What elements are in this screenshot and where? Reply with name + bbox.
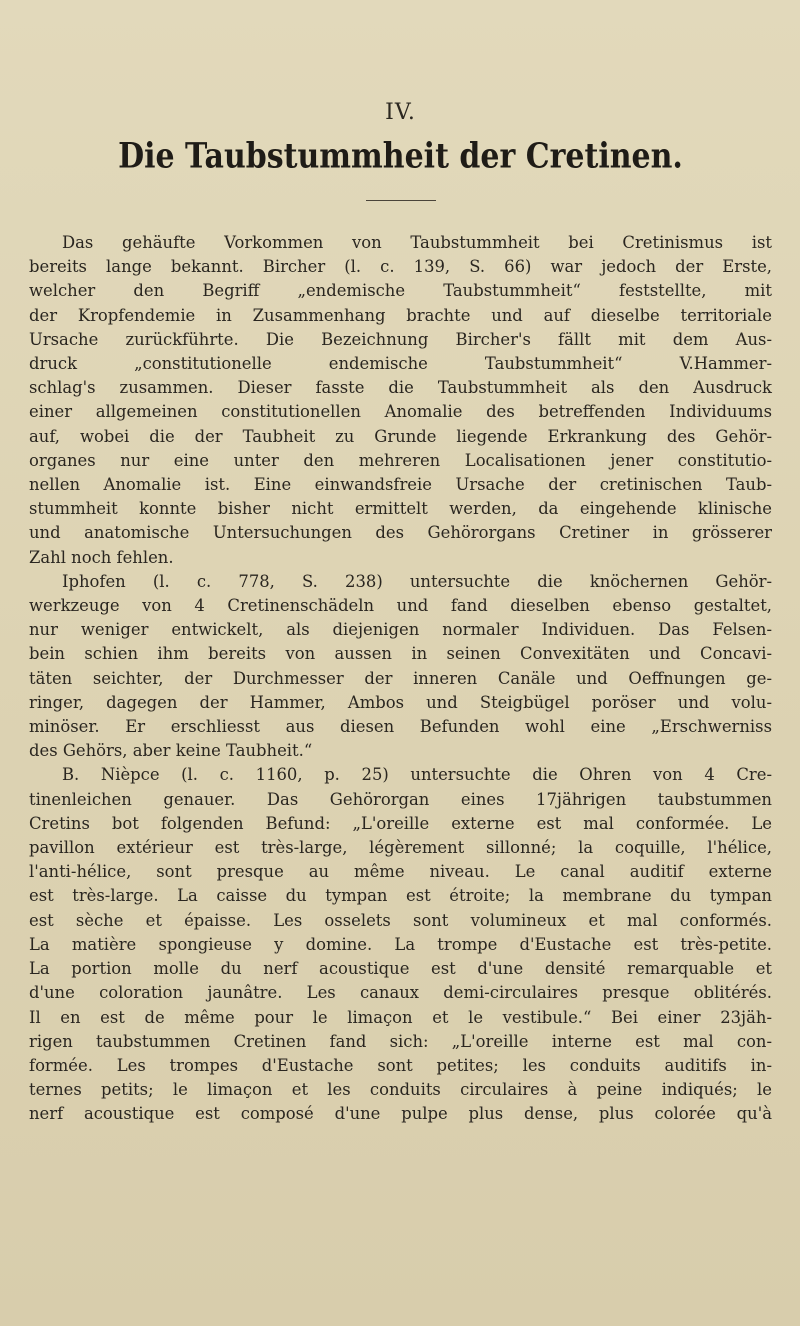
text-line: l'anti-hélice, sont presque au même niveau. Le canal auditif externe: [29, 862, 772, 882]
text-line: täten seichter, der Durchmesser der inneren Canäle und Oeffnungen ge-: [29, 668, 772, 688]
text-line: Cretins bot folgenden Befund: „L'oreille externe est mal conformée. Le: [29, 813, 772, 833]
text-line: einer allgemeinen constitutionellen Anomalie des betreffenden Individuums: [29, 402, 772, 422]
text-line: Ursache zurückführte. Die Bezeichnung Bircher's fällt mit dem Aus-: [29, 329, 772, 349]
paragraph-1: [29, 231, 772, 570]
text-line: d'une coloration jaunâtre. Les canaux demi-circulaires presque oblitérés.: [29, 983, 772, 1003]
text-line: bein schien ihm bereits von aussen in seinen Convexitäten und Concavi-: [29, 644, 772, 664]
text-line: werkzeuge von 4 Cretinenschädeln und fand dieselben ebenso gestaltet,: [29, 596, 772, 616]
text-line: des Gehörs, aber keine Taubheit.“: [29, 741, 313, 761]
text-line: welcher den Begriff „endemische Taubstummheit“ feststellte, mit: [29, 281, 772, 301]
text-line: auf, wobei die der Taubheit zu Grunde liegende Erkrankung des Gehör-: [29, 426, 772, 446]
title-divider: [366, 200, 436, 201]
text-line: Il en est de même pour le limaçon et le vestibule.“ Bei einer 23jäh-: [29, 1007, 772, 1027]
text-line: ringer, dagegen der Hammer, Ambos und Steigbügel poröser und volu-: [29, 692, 772, 712]
text-line: und anatomische Untersuchungen des Gehörorgans Cretiner in grösserer: [29, 523, 772, 543]
text-line: druck „constitutionelle endemische Taubstummheit“ V.Hammer-: [29, 354, 772, 374]
chapter-number: IV.: [385, 100, 416, 125]
text-line: Zahl noch fehlen.: [29, 547, 174, 567]
text-line: pavillon extérieur est très-large, légèrement sillonné; la coquille, l'hélice,: [29, 838, 772, 858]
paragraph-2: [29, 570, 772, 764]
chapter-title: Die Taubstummheit der Cretinen.: [118, 136, 683, 177]
text-line: bereits lange bekannt. Bircher (l. c. 139, S. 66) war jedoch der Erste,: [29, 257, 772, 277]
text-line: tinenleichen genauer. Das Gehörorgan eines 17jährigen taubstummen: [29, 789, 772, 809]
text-line: La matière spongieuse y domine. La trompe d'Eustache est très-petite.: [29, 934, 772, 954]
body-text: [29, 231, 772, 1127]
text-line: est très-large. La caisse du tympan est étroite; la membrane du tympan: [29, 886, 772, 906]
text-line: rigen taubstummen Cretinen fand sich: „L'oreille interne est mal con-: [29, 1031, 772, 1051]
text-line: formée. Les trompes d'Eustache sont petites; les conduits auditifs in-: [29, 1055, 772, 1075]
text-line: B. Nièpce (l. c. 1160, p. 25) untersuchte die Ohren von 4 Cre-: [62, 765, 772, 785]
text-line: stummheit konnte bisher nicht ermittelt werden, da eingehende klinische: [29, 499, 772, 519]
text-line: Das gehäufte Vorkommen von Taubstummheit bei Cretinismus ist: [62, 233, 772, 252]
text-line: schlag's zusammen. Dieser fasste die Taubstummheit als den Ausdruck: [29, 378, 772, 398]
text-line: nellen Anomalie ist. Eine einwandsfreie Ursache der cretinischen Taub-: [29, 475, 772, 495]
text-line: La portion molle du nerf acoustique est d'une densité remarquable et: [29, 959, 772, 979]
text-line: der Kropfendemie in Zusammenhang brachte und auf dieselbe territoriale: [29, 305, 772, 325]
text-line: nur weniger entwickelt, als diejenigen normaler Individuen. Das Felsen-: [29, 620, 772, 640]
text-line: minöser. Er erschliesst aus diesen Befunden wohl eine „Erschwerniss: [29, 717, 772, 737]
text-line: ternes petits; le limaçon et les conduits circulaires à peine indiqués; le: [29, 1080, 772, 1100]
text-line: organes nur eine unter den mehreren Localisationen jener constitutio-: [29, 450, 772, 470]
paragraph-3: [29, 763, 772, 1126]
text-line: nerf acoustique est composé d'une pulpe plus dense, plus colorée qu'à: [29, 1104, 772, 1124]
text-line: Iphofen (l. c. 778, S. 238) untersuchte die knöchernen Gehör-: [62, 571, 772, 591]
text-line: est sèche et épaisse. Les osselets sont volumineux et mal conformés.: [29, 910, 772, 930]
